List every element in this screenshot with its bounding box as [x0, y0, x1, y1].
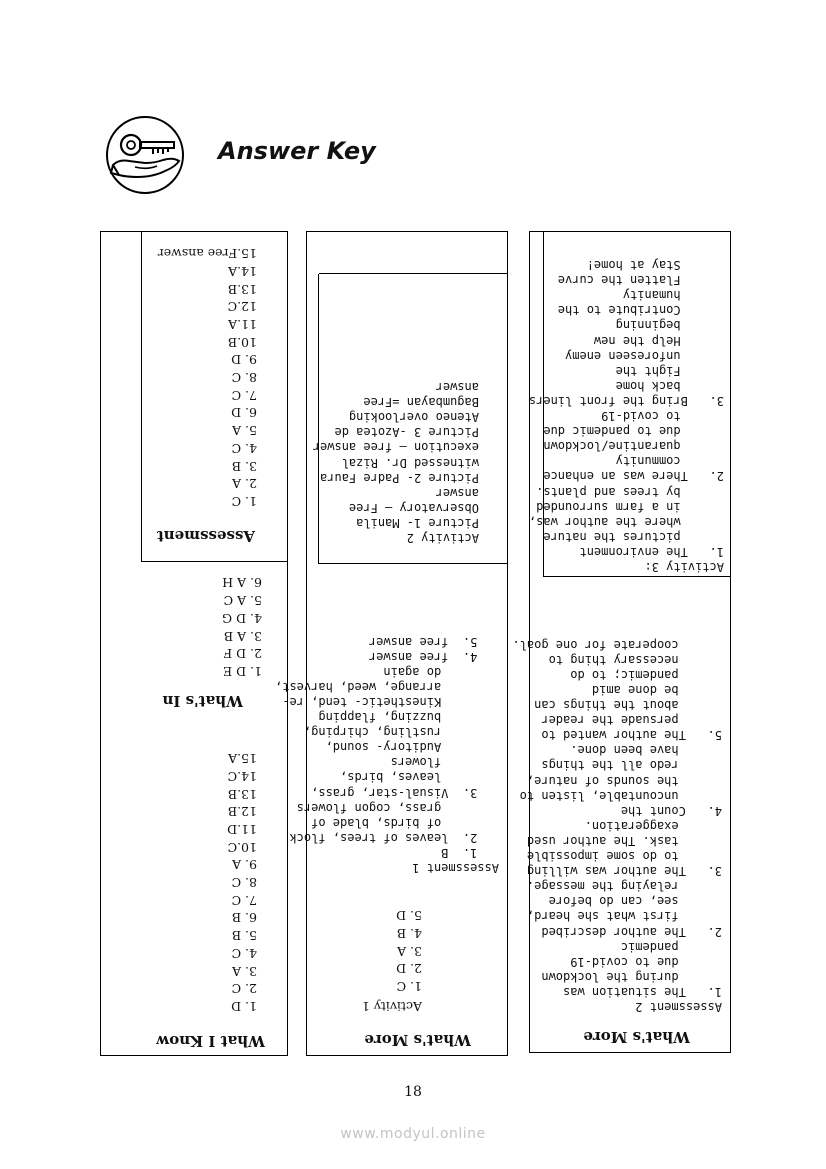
list-item: 6. A H	[222, 575, 262, 591]
answer-panel-2	[275, 231, 508, 1056]
page-number: 18	[404, 1084, 422, 1100]
list-item: 13.B	[227, 281, 257, 297]
key-hand-icon	[105, 115, 185, 195]
list-item: 8. C	[231, 875, 257, 891]
list-item: 13.B	[227, 786, 257, 802]
divider	[319, 563, 507, 564]
assessment-2-text: Assessment 2 1. The situation was during the lockdown due to covid-19 pandemic 2. The author described first what she heard, see, can do before relaying the message. 3. The author was willing to do some impossible task. The author used exaggeration. 4. Count the uncountable, listen to the sounds of nature, redo all the things have been done. 5. The author wanted to persuade the reader about the things can be done amid pandemic; to do necessary thing to cooperate for one goal.	[512, 637, 722, 1014]
footer-watermark: www.modyul.online	[340, 1126, 486, 1142]
list-item: 12.C	[227, 299, 257, 315]
list-item: 11.D	[227, 821, 257, 837]
answer-key-logo	[105, 115, 185, 195]
list-item: 3. A	[232, 963, 257, 979]
divider	[141, 232, 142, 562]
list-item: 6. D	[231, 405, 257, 421]
activity-1-list	[396, 906, 422, 995]
list-item: 8. C	[231, 370, 257, 386]
list-item: 4. C	[231, 945, 257, 961]
list-item: 4. D G	[222, 610, 262, 626]
list-item: 2. D F	[223, 646, 262, 662]
activity-label: Activity 1	[361, 999, 422, 1014]
list-item: 14.C	[227, 768, 257, 784]
list-item: 11.A	[228, 316, 257, 332]
assessment-list	[158, 244, 257, 510]
section-heading: What's More	[364, 1031, 471, 1049]
rotated-content	[512, 232, 730, 1052]
answer-panel-3	[512, 231, 731, 1053]
list-item: 1. C	[231, 494, 257, 509]
list-item: 3. A	[397, 943, 422, 959]
list-item: 4. B	[396, 925, 422, 941]
section-heading: What's More	[583, 1028, 690, 1046]
list-item: 10.B	[227, 334, 257, 350]
section-heading: What I Know	[156, 1032, 265, 1050]
list-item: 4. C	[231, 440, 257, 456]
list-item: 7. C	[231, 892, 257, 908]
list-item: 1. D	[231, 999, 257, 1014]
whats-in-list	[222, 574, 262, 680]
list-item: 3. A B	[223, 628, 262, 644]
list-item: 5. D	[396, 908, 422, 924]
list-item: 10.C	[227, 839, 257, 855]
list-item: 9. A	[232, 857, 257, 873]
divider	[319, 273, 507, 274]
divider	[544, 576, 730, 577]
list-item: 15.A	[228, 751, 257, 767]
list-item: 14.A	[228, 263, 257, 279]
list-item: 6. B	[231, 910, 257, 926]
assessment-1-text: Assessment 1 1. B 2. leaves of trees, flock of birds, blade of grass, cogon flowers 3. Visual-star, grass, leaves, birds, flowers Auditory- sound, rustling, chirping, buzzing, flapping Kinesthetic- tend, re- arrange, weed, harvest, do again 4. free answer 5. free answer	[275, 634, 499, 875]
activity-3-text: Activity 3: 1. The environment pictures the nature where the author was, in a farm surrounded by trees and plants. 2. There was an enhance community quarantine/lockdown due to pandemic due to covid-19 3. Bring the front liners back home Fight the unforeseen enemy Help the new beginning Contribute to the humanity Flatten the curve Stay at home!	[528, 258, 724, 574]
list-item: 5. A C	[223, 593, 262, 609]
activity-2-text: Activity 2 Picture 1- Manila Observatory – Free answer Picture 2- Padre Faura witnessed Dr. Rizal execution – free answer Picture 3 -Azotea de Ateneo overlooking Bagumbayan =Free answer	[312, 380, 479, 545]
list-item: 9. D	[231, 352, 257, 368]
what-i-know-list	[227, 749, 257, 1015]
list-item: 1. D E	[222, 664, 262, 679]
list-item: 2. A	[232, 476, 257, 492]
page-title: Answer Key	[218, 137, 376, 165]
list-item: 2. D	[396, 961, 422, 977]
list-item: 12.B	[227, 804, 257, 820]
answer-panel-1	[100, 231, 288, 1056]
section-heading: Assessment	[156, 527, 255, 545]
list-item: 3. B	[231, 458, 257, 474]
rotated-content	[101, 232, 287, 1055]
rotated-content	[275, 232, 507, 1055]
list-item: 15.Free answer	[157, 246, 257, 262]
list-item: 5. A	[232, 423, 257, 439]
list-item: 7. C	[231, 387, 257, 403]
list-item: 1. C	[396, 979, 422, 994]
section-heading: What's In	[162, 692, 243, 710]
divider	[142, 561, 287, 562]
list-item: 5. B	[231, 928, 257, 944]
list-item: 2. C	[231, 981, 257, 997]
